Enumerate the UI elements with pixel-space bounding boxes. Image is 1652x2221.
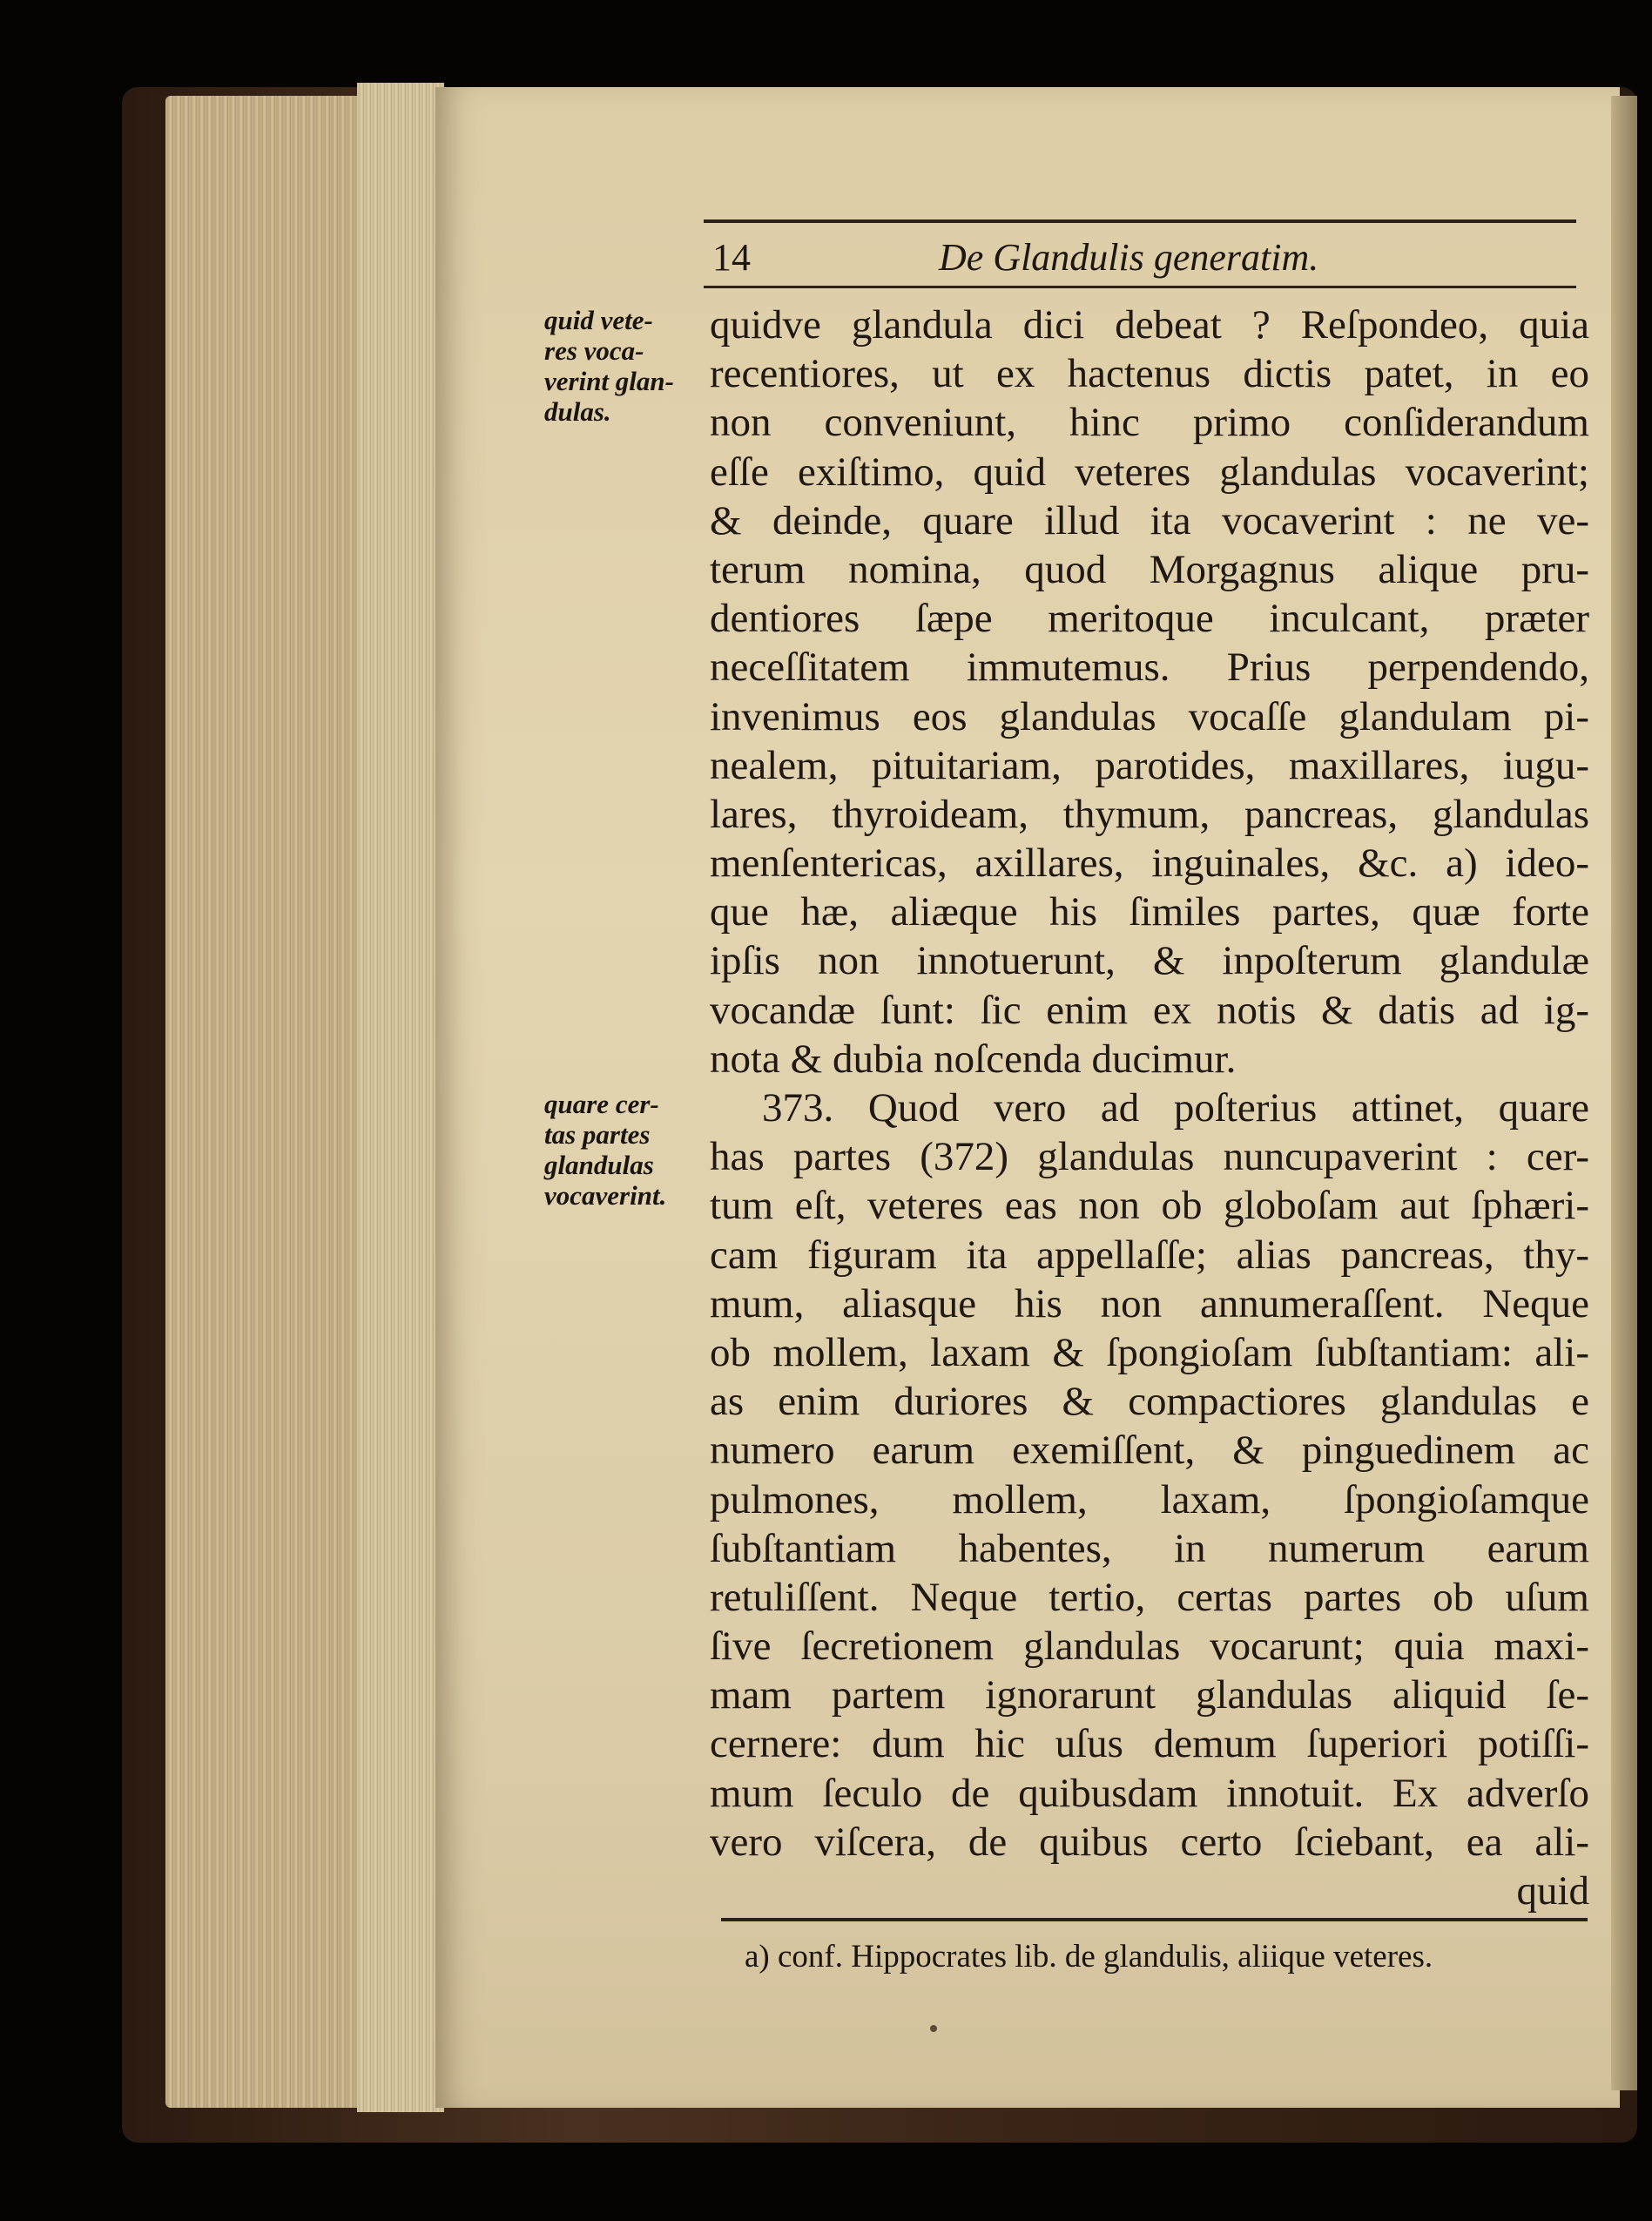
text-line: cam figuram ita appellaſſe; alias pancreas, thy- [710, 1232, 1589, 1278]
text-line: as enim duriores & compactiores glandulas e [710, 1379, 1589, 1425]
text-line: tum eſt, veteres eas non ob globoſam aut ſphæri- [710, 1183, 1589, 1229]
margin-note-line: quare cer- [544, 1089, 659, 1119]
margin-note-line: vocaverint. [544, 1180, 667, 1211]
paragraph-373-start: 373. Quod vero ad poſterius attinet, quare [762, 1085, 1589, 1131]
text-line: cernere: dum hic uſus demum ſuperiori potiſſi- [710, 1721, 1589, 1767]
text-line: eſſe exiſtimo, quid veteres glandulas vocaverint; [710, 449, 1589, 495]
text-line: & deinde, quare illud ita vocaverint : ne ve- [710, 497, 1589, 543]
margin-note-line: glandulas [544, 1150, 654, 1180]
margin-note-line: res voca- [544, 335, 644, 366]
running-title: De Glandulis generatim. [939, 236, 1319, 279]
page-number: 14 [712, 236, 751, 279]
text-line: nota & dubia noſcenda ducimur. [710, 1036, 1237, 1082]
text-line: neceſſitatem immutemus. Prius perpendendo, [710, 645, 1589, 691]
text-line: que hæ, aliæque his ſimiles partes, quæ forte [710, 889, 1589, 935]
margin-note-quid-veteres [544, 305, 701, 427]
text-line: pulmones, mollem, laxam, ſpongioſamque [710, 1476, 1589, 1522]
left-page-edges [165, 96, 374, 2108]
text-line: dentiores ſæpe meritoque inculcant, præter [710, 596, 1589, 642]
text-line: mam partem ignorarunt glandulas aliquid ſe- [710, 1672, 1589, 1718]
footnote: a) conf. Hippocrates lib. de glandulis, aliique veteres. [745, 1939, 1433, 1975]
margin-note-line: verint glan- [544, 366, 674, 396]
margin-note-line: tas partes [544, 1119, 651, 1150]
text-line: terum nomina, quod Morgagnus alique pru- [710, 546, 1589, 592]
text-line: ipſis non innotuerunt, & inpoſterum glandulæ [710, 938, 1589, 984]
margin-note-quare-certas [544, 1089, 701, 1211]
body-text [710, 300, 1589, 1915]
page-header [704, 235, 1576, 279]
text-line: invenimus eos glandulas vocaſſe glandulam pi- [710, 693, 1589, 739]
text-line: mum ſeculo de quibusdam innotuit. Ex adverſo [710, 1770, 1589, 1816]
text-line: numero earum exemiſſent, & pinguedinem ac [710, 1428, 1589, 1474]
top-rule [704, 219, 1576, 223]
ink-speck [930, 2025, 937, 2032]
text-line: non conveniunt, hinc primo conſiderandum [710, 400, 1589, 446]
text-line: ſubſtantiam habentes, in numerum earum [710, 1525, 1589, 1571]
text-line: nealem, pituitariam, parotides, maxillares, iugu- [710, 742, 1589, 788]
text-line: ob mollem, laxam & ſpongioſam ſubſtantiam: ali- [710, 1329, 1589, 1375]
text-line: has partes (372) glandulas nuncupaverint : cer- [710, 1134, 1589, 1180]
text-line: quidve glandula dici debeat ? Reſpondeo, quia [710, 302, 1589, 348]
text-line: vocandæ ſunt: ſic enim ex notis & datis ad ig- [710, 987, 1589, 1033]
text-line: vero viſcera, de quibus certo ſciebant, ea ali- [710, 1819, 1589, 1865]
text-line: mum, aliasque his non annumeraſſent. Neque [710, 1280, 1589, 1327]
text-line: retuliſſent. Neque tertio, certas partes ob uſum [710, 1574, 1589, 1620]
margin-note-line: dulas. [544, 396, 611, 427]
page-right-edge [1611, 96, 1637, 2090]
text-line: ſive ſecretionem glandulas vocarunt; quia maxi- [710, 1624, 1589, 1670]
text-line: recentiores, ut ex hactenus dictis patet, in eo [710, 351, 1589, 397]
page-edges [357, 83, 444, 2112]
footnote-rule [721, 1918, 1588, 1921]
text-line: lares, thyroideam, thymum, pancreas, glandulas [710, 791, 1589, 837]
catchword: quid [1516, 1868, 1589, 1914]
text-line: menſentericas, axillares, inguinales, &c. a) ideo- [710, 840, 1589, 887]
margin-note-line: quid vete- [544, 305, 653, 335]
header-rule [704, 286, 1576, 288]
